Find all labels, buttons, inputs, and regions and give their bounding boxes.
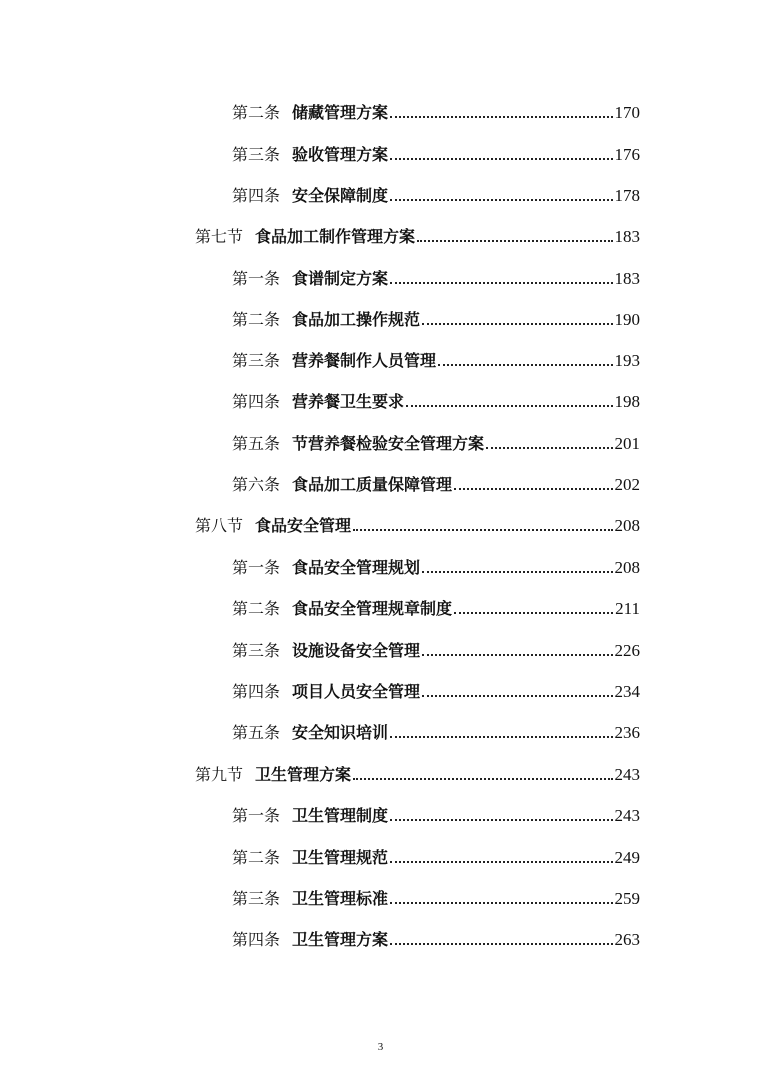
toc-leader-dots	[438, 364, 612, 366]
toc-entry-title: 设施设备安全管理	[292, 641, 421, 660]
toc-entry-page: 198	[614, 392, 640, 411]
toc-entry-page: 249	[614, 848, 640, 867]
toc-entry-number: 第二条	[232, 599, 281, 618]
toc-entry	[232, 552, 640, 578]
toc-entry-title: 卫生管理标准	[292, 889, 389, 908]
toc-entry-page: 190	[614, 310, 640, 329]
toc-entry	[232, 593, 640, 619]
toc-entry-number: 第一条	[232, 269, 281, 288]
toc-entry-page: 243	[614, 806, 640, 825]
toc-entry-title: 营养餐制作人员管理	[292, 351, 437, 370]
toc-leader-dots	[486, 447, 612, 449]
toc-entry	[232, 304, 640, 330]
toc-entry-title: 食品安全管理	[255, 516, 352, 535]
toc-leader-dots	[390, 158, 612, 160]
toc-section-entry	[195, 759, 640, 785]
toc-entry-title: 食谱制定方案	[292, 269, 389, 288]
toc-leader-dots	[390, 943, 612, 945]
toc-entry-title: 食品安全管理规章制度	[292, 599, 453, 618]
toc-leader-dots	[390, 819, 612, 821]
toc-entry	[232, 469, 640, 495]
toc-leader-dots	[422, 654, 612, 656]
toc-entry-page: 243	[614, 765, 640, 784]
toc-entry-page: 236	[614, 723, 640, 742]
toc-entry-page: 176	[614, 145, 640, 164]
toc-leader-dots	[417, 240, 612, 242]
toc-entry-title: 食品加工制作管理方案	[255, 227, 416, 246]
toc-entry-number: 第三条	[232, 351, 281, 370]
toc-entry-title: 节营养餐检验安全管理方案	[292, 434, 485, 453]
toc-entry-number: 第五条	[232, 723, 281, 742]
toc-entry-number: 第四条	[232, 930, 281, 949]
toc-entry-page: 263	[614, 930, 640, 949]
toc-entry-page: 226	[614, 641, 640, 660]
toc-entry	[232, 386, 640, 412]
toc-section-entry	[195, 510, 640, 536]
toc-leader-dots	[422, 695, 612, 697]
toc-entry-page: 178	[614, 186, 640, 205]
toc-entry-title: 储藏管理方案	[292, 103, 389, 122]
toc-leader-dots	[353, 529, 612, 531]
toc-entry-title: 营养餐卫生要求	[292, 392, 405, 411]
toc-leader-dots	[390, 861, 612, 863]
toc-entry-number: 第三条	[232, 889, 281, 908]
toc-entry-number: 第三条	[232, 641, 281, 660]
toc-entry-page: 208	[614, 558, 640, 577]
toc-leader-dots	[390, 282, 612, 284]
toc-entry-number: 第二条	[232, 103, 281, 122]
toc-entry-title: 项目人员安全管理	[292, 682, 421, 701]
toc-entry-page: 259	[614, 889, 640, 908]
toc-leader-dots	[353, 778, 612, 780]
toc-entry-number: 第七节	[195, 227, 244, 246]
toc-entry-number: 第八节	[195, 516, 244, 535]
toc-entry-number: 第五条	[232, 434, 281, 453]
toc-entry-title: 食品加工质量保障管理	[292, 475, 453, 494]
toc-entry	[232, 842, 640, 868]
toc-entry-page: 211	[615, 599, 640, 618]
toc-entry	[232, 428, 640, 454]
toc-entry-page: 202	[614, 475, 640, 494]
toc-entry	[232, 97, 640, 123]
toc-entry	[232, 635, 640, 661]
toc-leader-dots	[422, 571, 612, 573]
toc-leader-dots	[390, 116, 612, 118]
toc-entry	[232, 263, 640, 289]
toc-entry-number: 第二条	[232, 310, 281, 329]
toc-entry-title: 食品加工操作规范	[292, 310, 421, 329]
toc-entry-page: 183	[614, 269, 640, 288]
toc-entry	[232, 139, 640, 165]
toc-leader-dots	[454, 488, 612, 490]
toc-entry-page: 201	[614, 434, 640, 453]
toc-entry-title: 卫生管理方案	[255, 765, 352, 784]
toc-leader-dots	[406, 405, 612, 407]
toc-entry-title: 验收管理方案	[292, 145, 389, 164]
toc-entry	[232, 717, 640, 743]
toc-entry-page: 234	[614, 682, 640, 701]
toc-leader-dots	[454, 612, 613, 614]
toc-entry-number: 第一条	[232, 558, 281, 577]
toc-entry-number: 第二条	[232, 848, 281, 867]
toc-entry-number: 第四条	[232, 682, 281, 701]
toc-entry	[232, 180, 640, 206]
toc-leader-dots	[422, 323, 612, 325]
toc-entry-title: 安全知识培训	[292, 723, 389, 742]
toc-entry-title: 安全保障制度	[292, 186, 389, 205]
toc-entry-number: 第四条	[232, 186, 281, 205]
toc-entry-page: 183	[614, 227, 640, 246]
toc-entry-number: 第四条	[232, 392, 281, 411]
toc-entry-title: 卫生管理方案	[292, 930, 389, 949]
toc-entry-page: 193	[614, 351, 640, 370]
toc-entry	[232, 345, 640, 371]
toc-entry-title: 卫生管理规范	[292, 848, 389, 867]
toc-entry-number: 第一条	[232, 806, 281, 825]
toc-leader-dots	[390, 199, 612, 201]
toc-leader-dots	[390, 902, 612, 904]
toc-entry	[232, 676, 640, 702]
page-number: 3	[377, 1041, 384, 1053]
toc-entry-title: 食品安全管理规划	[292, 558, 421, 577]
toc-section-entry	[195, 221, 640, 247]
toc-entry	[232, 883, 640, 909]
toc-entry-number: 第六条	[232, 475, 281, 494]
toc-leader-dots	[390, 736, 612, 738]
toc-entry-number: 第九节	[195, 765, 244, 784]
toc-entry-page: 170	[614, 103, 640, 122]
toc-entry	[232, 800, 640, 826]
toc-entry	[232, 924, 640, 950]
toc-entry-title: 卫生管理制度	[292, 806, 389, 825]
toc-entry-page: 208	[614, 516, 640, 535]
toc-entry-number: 第三条	[232, 145, 281, 164]
